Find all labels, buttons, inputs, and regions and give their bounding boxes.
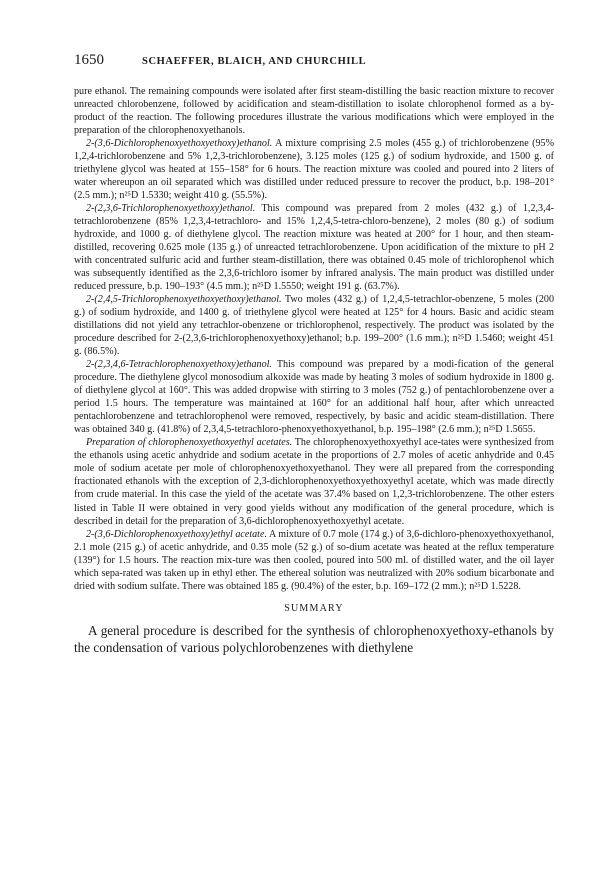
paragraph-tetrachlorophenoxy-ethanol	[74, 358, 554, 436]
running-head	[74, 52, 554, 69]
paragraph-text: This compound was prepared from 2 moles (432 g.) of 1,2,3,4-tetrachlorobenzene (85% 1,2,3,4-tetrachloro- and 15% 1,2,4,5-tetra-chloro-benzene), 2 moles (80 g.) of sodium hydroxide, and 1000 g. of diethylene glycol. The reaction mixture was heated at 200° for 1 hour, and then steam-distilled, recovering 0.625 mole (135 g.) of unreacted tetrachlorobenzene. Upon acidification of the mixture to pH 2 with concentrated sulfuric acid and further steam-distillation, there was obtained 0.45 mole of trichlorophenol which was subsequently identified as the 2,3,6-trichloro isomer by infrared analysis. The main product was distilled under reduced pressure, b.p. 190–193° (4.5 mm.); n²⁵D 1.5550; weight 191 g. (63.7%).	[74, 203, 554, 293]
paragraph-title: 2-(3,6-Dichlorophenoxyethoxy)ethyl acetate.	[86, 528, 267, 540]
summary-heading: SUMMARY	[284, 602, 344, 614]
paragraph-title: 2-(2,3,6-Trichlorophenoxyethoxy)ethanol.	[86, 203, 256, 215]
paragraph-title: 2-(3,6-Dichlorophenoxyethoxyethoxy)ethanol.	[86, 138, 273, 150]
paragraph-text: Two moles (432 g.) of 1,2,4,5-tetrachlor-obenzene, 5 moles (200 g.) of sodium hydroxide, and 1400 g. of triethylene glycol were heated at 125° for 4 hours. Basic and acidic steam distillations did not yield any tetrachlor-obenzene or trichlorophenol, respectively. The product was isolated by the procedure described for 2-(2,3,6-trichlorophenoxyethoxy)ethanol; b.p. 199–200° (1.6 mm.); n²⁵D 1.5460; weight 451 g. (86.5%).	[74, 294, 554, 358]
paragraph-text: The chlorophenoxyethoxyethyl ace-tates were synthesized from the ethanols using acetic anhydride and sodium acetate in the proportions of 2.7 moles of acetic anhydride and 0.45 mole of sodium acetate per mole of chlorophenoxyethoxyethanol. They were all prepared from the corresponding fractionated ethanols with the exception of 2,3-dichlorophenoxyethoxyethoxyethyl acetate, which was made directly from crude material. In this case the yield of the acetate was 37.4% based on 1,2,3-trichlorobenzene. The other esters listed in Table II were obtained in very good yields without any modification of the general procedure, which is described in detail for the preparation of 3,6-dichlorophenoxyethoxyethyl acetate.	[74, 437, 554, 527]
paragraph-intro	[74, 85, 554, 137]
page-number: 1650	[74, 52, 104, 68]
paragraph-text: A mixture of 0.7 mole (174 g.) of 3,6-dichloro-phenoxyethoxyethanol, 2.1 mole (215 g.) of acetic anhydride, and 0.35 mole (52 g.) of so-dium acetate was heated at the reflux temperature (139°) for 1.5 hours. The reaction mix-ture was then cooled, poured into 500 ml. of distilled water, and the oil layer which sepa-rated was taken up in ethyl ether. The ethereal solution was neutralized with 20% sodium bicarbonate and dried with sodium sulfate. There was obtained 185 g. (90.4%) of the ester, b.p. 169–172 (2 mm.); n²⁵D 1.5228.	[74, 528, 554, 592]
header-authors: SCHAEFFER, BLAICH, AND CHURCHILL	[142, 56, 367, 67]
paragraph-trichlorophenoxy-ethanol	[74, 202, 554, 293]
paragraph-245-trichlorophenoxy-ethanol	[74, 293, 554, 358]
summary-paragraph: A general procedure is described for the synthesis of chlorophenoxyethoxy-ethanols by the condensation of various polychlorobenzenes with diethylene	[74, 622, 554, 656]
paragraph-dichlorophenoxy-ethanol	[74, 137, 554, 202]
paragraph-acetate-preparation	[74, 436, 554, 527]
paragraph-title: 2-(2,4,5-Trichlorophenoxyethoxyethoxy)ethanol.	[86, 294, 282, 306]
paragraph-text: A mixture comprising 2.5 moles (455 g.) of trichlorobenzene (95% 1,2,4-trichlorobenzene and 5% 1,2,3-trichlorobenzene), 3.125 moles (125 g.) of sodium hydroxide, and 1500 g. of triethylene glycol was heated at 155–158° for 6 hours. The reaction mixture was cooled and poured into 2 liters of water whereupon an oil separated which was distilled under reduced pressure to recover the product, b.p. 198–201° (2.5 mm.); n²⁵D 1.5330; weight 410 g. (55.5%).	[74, 138, 554, 202]
paragraph-text: This compound was prepared by a modi-fication of the general procedure. The diethylene glycol monosodium alkoxide was made by heating 3 moles of sodium hydroxide in 1800 g. of diethylene glycol at 160°. This was added dropwise with stirring to 3 moles (752 g.) of pentachlorobenzene over a period 1.5 hours. The temperature was maintained at 160° for an additional half hour, after which unreacted pentachlorobenzene and tetrachlorophenol were removed, respectively, by basic and acidic steam-distillation. There was obtained 340 g. (41.8%) of 2,3,4,5-tetrachloro-phenoxyethoxyethanol, b.p. 195–198° (2.6 mm.); n²⁵D 1.5655.	[74, 359, 554, 436]
experimental-section	[74, 85, 554, 593]
paragraph-title: Preparation of chlorophenoxyethoxyethyl acetates.	[86, 437, 293, 449]
journal-page	[74, 52, 554, 657]
paragraph-dichlorophenoxy-ethyl-acetate	[74, 528, 554, 593]
paragraph-text: pure ethanol. The remaining compounds were isolated after first steam-distilling the basic reaction mixture to recover unreacted chlorobenzene, followed by acidification and steam-distillation to isolate chlorophenol formed as a by-product of the reaction. The following procedures illustrate the various modifications which were employed in the preparation of the chlorophenoxyethanols.	[74, 86, 554, 137]
summary-section	[74, 622, 554, 657]
paragraph-title: 2-(2,3,4,6-Tetrachlorophenoxyethoxy)ethanol.	[86, 359, 272, 371]
